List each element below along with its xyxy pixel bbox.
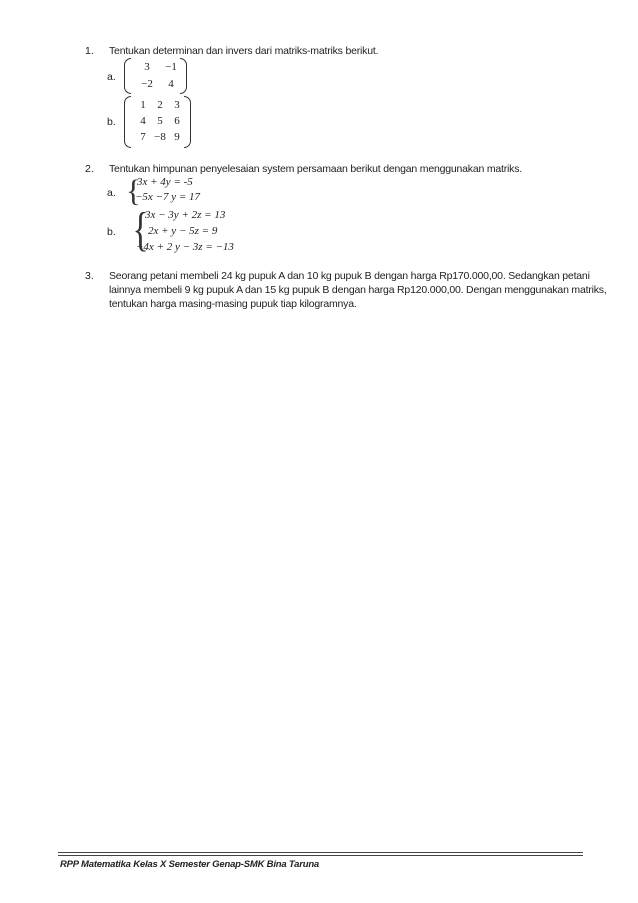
- brace-icon: {: [126, 173, 141, 208]
- question-1a-label: a.: [107, 71, 116, 83]
- question-3-number: 3.: [85, 270, 94, 282]
- equation: 3x + 4y = -5: [137, 176, 193, 188]
- question-2b-label: b.: [107, 226, 116, 238]
- question-2-text: Tentukan himpunan penyelesaian system persamaan berikut dengan menggunakan matriks.: [109, 163, 522, 175]
- matrix-cell: 5: [157, 115, 163, 127]
- question-1-number: 1.: [85, 45, 94, 57]
- right-parenthesis: [184, 96, 191, 148]
- question-3-line: tentukan harga masing-masing pupuk tiap kilogramnya.: [109, 298, 357, 310]
- equation: −4x + 2 y − 3z = −13: [136, 241, 234, 253]
- matrix-cell: 2: [157, 99, 163, 111]
- question-2-number: 2.: [85, 163, 94, 175]
- footer-text: RPP Matematika Kelas X Semester Genap-SMK Bina Taruna: [60, 859, 320, 870]
- footer-rule: [58, 852, 583, 853]
- matrix-cell: −8: [154, 131, 166, 143]
- matrix-cell: −1: [165, 61, 177, 73]
- brace-icon: {: [132, 203, 149, 256]
- matrix-cell: 7: [140, 131, 146, 143]
- question-3-line: Seorang petani membeli 24 kg pupuk A dan 10 kg pupuk B dengan harga Rp170.000,00. Sedangkan petani: [109, 270, 590, 282]
- left-parenthesis: [124, 58, 131, 94]
- footer-rule: [58, 855, 583, 856]
- question-3-line: lainnya membeli 9 kg pupuk A dan 15 kg pupuk B dengan harga Rp120.000,00. Dengan menggunakan matriks,: [109, 284, 607, 296]
- question-1b-label: b.: [107, 116, 116, 128]
- matrix-cell: 9: [174, 131, 180, 143]
- matrix-1a: [124, 58, 186, 94]
- question-1-text: Tentukan determinan dan invers dari matriks-matriks berikut.: [109, 45, 379, 57]
- matrix-cell: −2: [141, 78, 153, 90]
- equation: −5x −7 y = 17: [135, 191, 201, 203]
- matrix-cell: 1: [140, 99, 146, 111]
- left-parenthesis: [124, 96, 131, 148]
- equation: 2x + y − 5z = 9: [148, 225, 218, 237]
- matrix-cell: 6: [174, 115, 180, 127]
- equation: 3x − 3y + 2z = 13: [145, 209, 226, 221]
- matrix-1b: [124, 96, 190, 148]
- right-parenthesis: [180, 58, 187, 94]
- matrix-cell: 4: [140, 115, 146, 127]
- matrix-cell: 3: [144, 61, 150, 73]
- question-2a-label: a.: [107, 187, 116, 199]
- matrix-cell: 4: [168, 78, 174, 90]
- matrix-cell: 3: [174, 99, 180, 111]
